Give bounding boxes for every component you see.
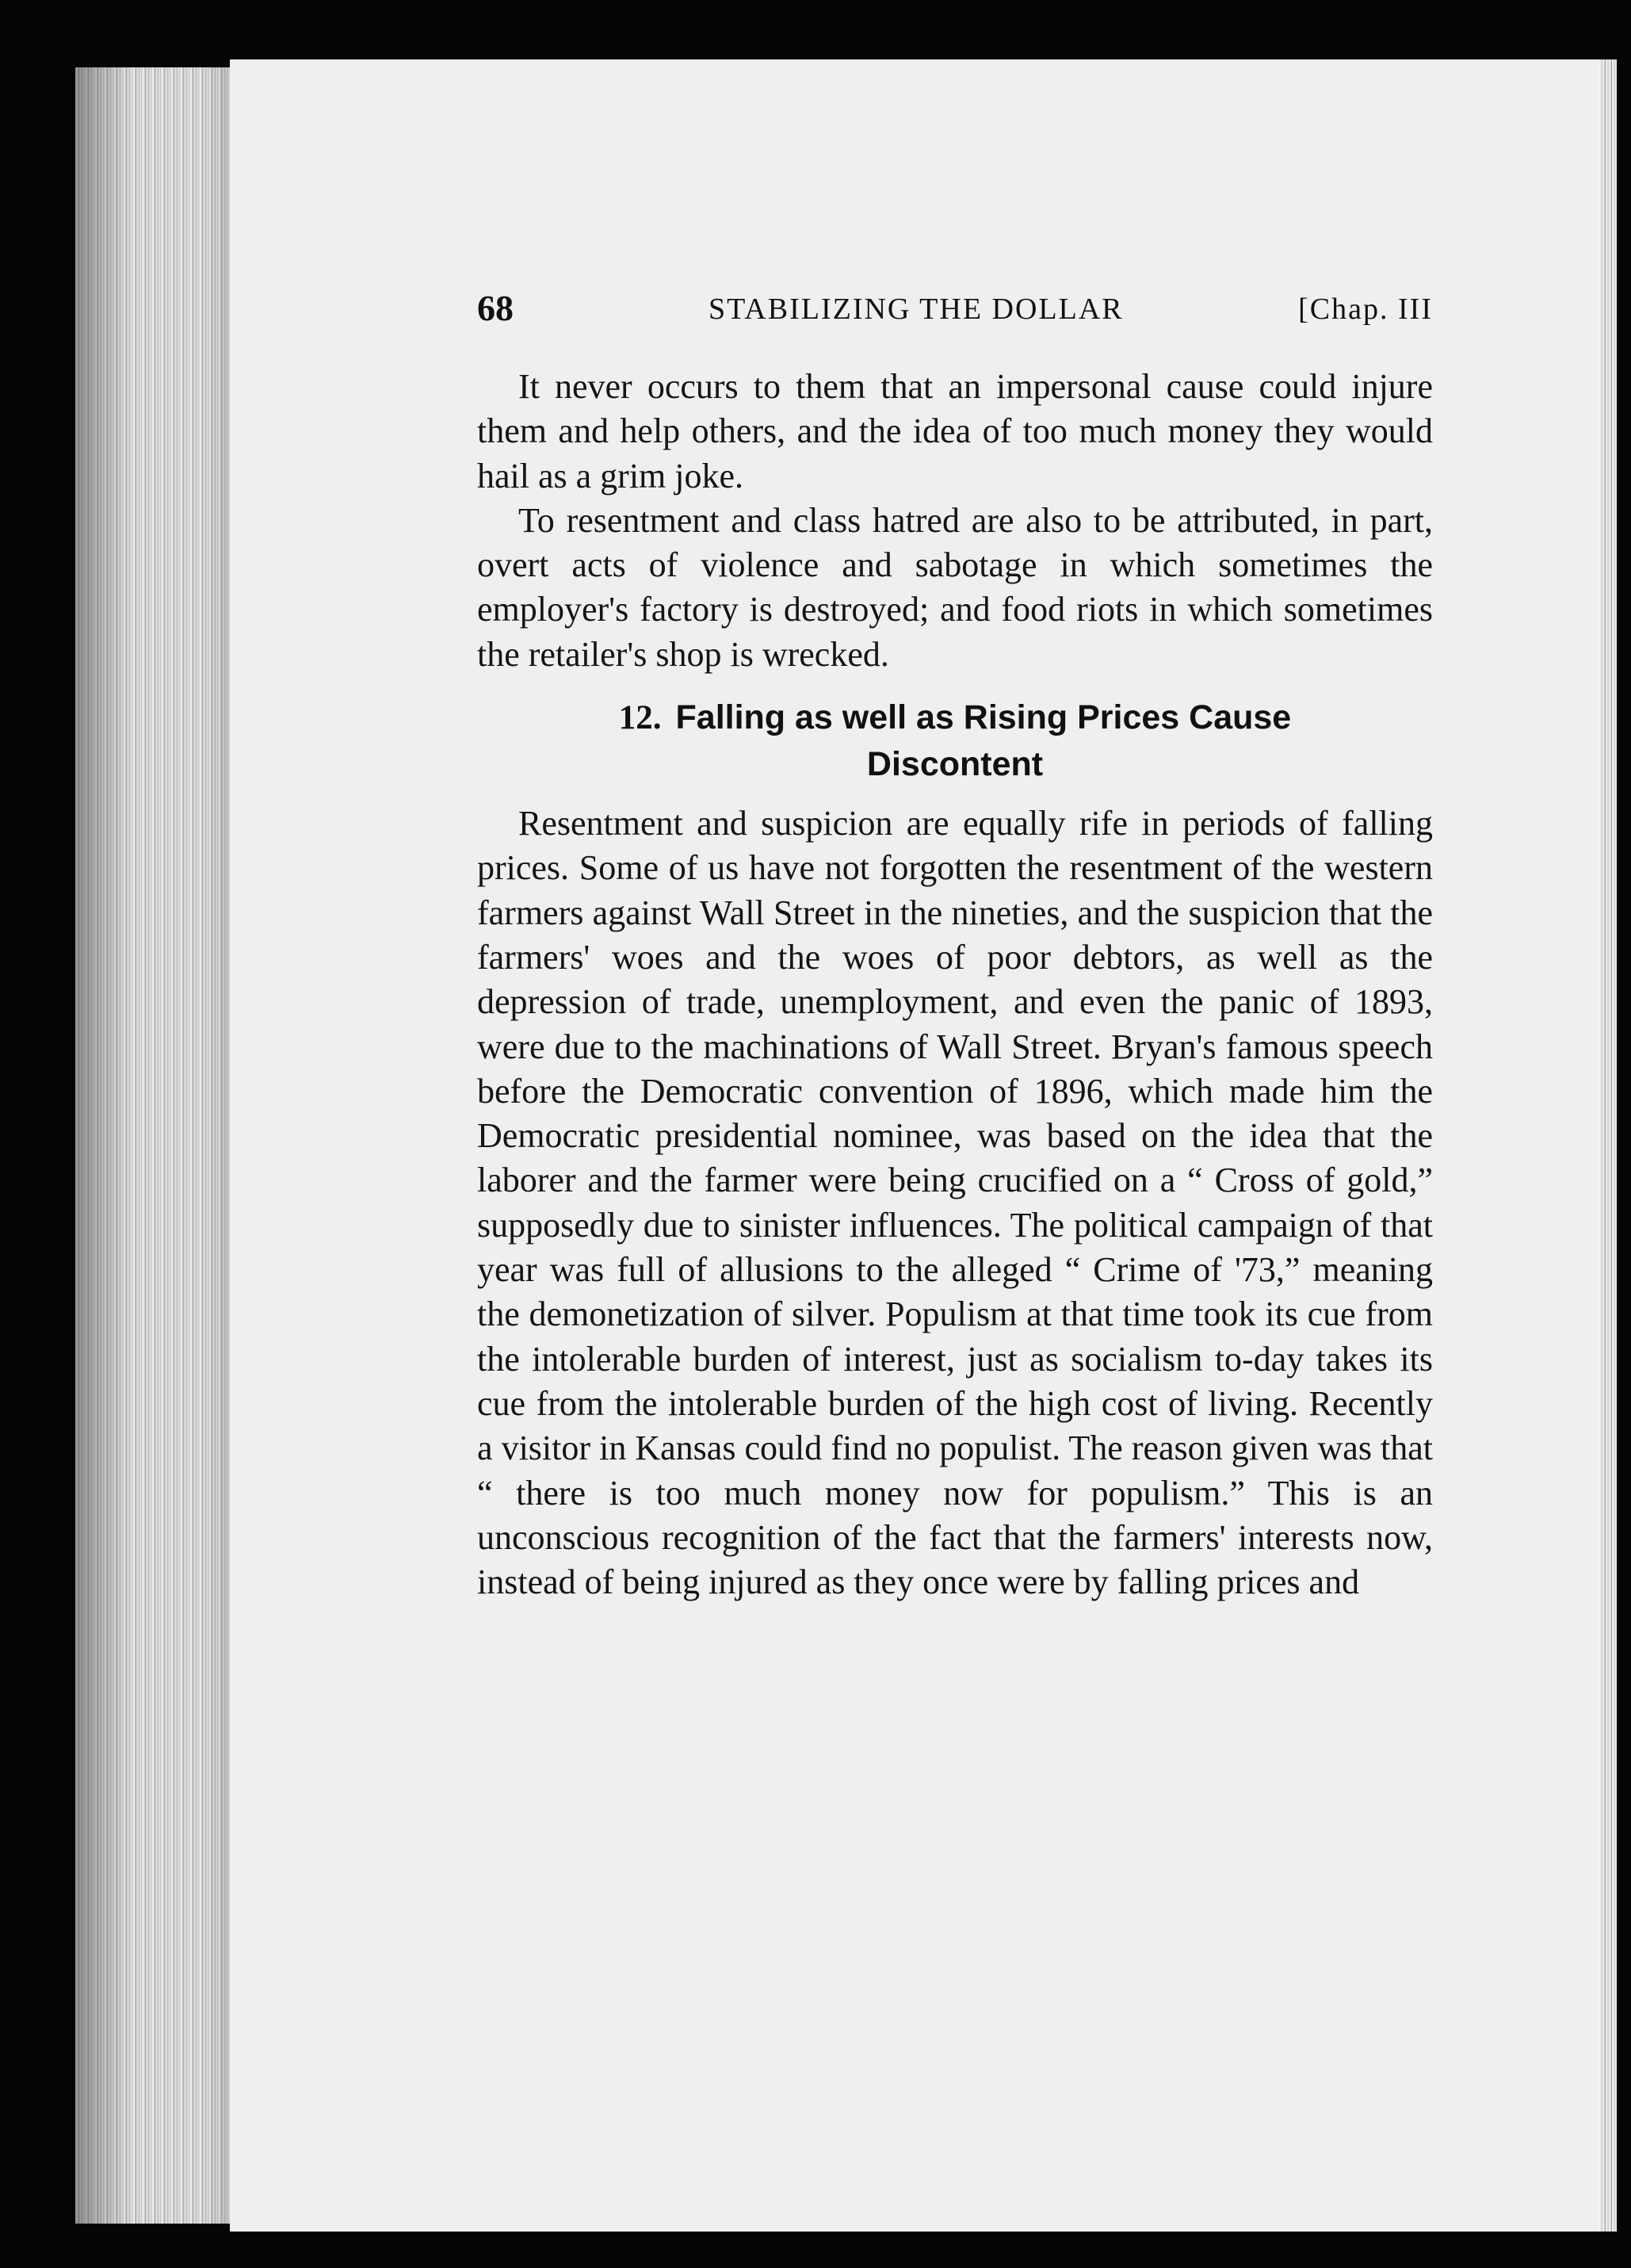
paragraph: It never occurs to them that an impersonal cause could injure them and help others, and the idea of too much money they would hail as a grim joke. (477, 367, 1433, 495)
page-edges (75, 67, 234, 2224)
chapter-label: [Chap. III (1298, 293, 1433, 326)
section-number: 12. (618, 699, 662, 737)
section-heading (477, 694, 1433, 787)
paragraph: To resentment and class hatred are also to be attributed, in part, overt acts of violence and sabotage in which sometimes the employer's factory is destroyed; and food riots in which sometimes the retailer's shop is wrecked. (477, 500, 1433, 674)
page-number: 68 (477, 288, 514, 328)
running-header (477, 287, 1433, 335)
paragraph: Resentment and suspicion are equally rife in periods of falling prices. Some of us have not forgotten the resentment of the western farmers against Wall Street in the nineties, and the suspicion that the farmers' woes and the woes of poor debtors, as well as the depression of trade, unemployment, and even the panic of 1893, were due to the machinations of Wall Street. Bryan's famous speech before the Democratic convention of 1896, which made him the Democratic presidential nominee, was based on the idea that the laborer and the farmer were being crucified on a “ Cross of gold,” supposedly due to sinister influences. The political campaign of that year was full of allusions to the alleged “ Crime of '73,” meaning the demonetization of silver. Populism at that time took its cue from the intolerable burden of interest, just as socialism to-day takes its cue from the intolerable burden of the high cost of living. Recently a visitor in Kansas could find no populist. The reason given was that “ there is too much money now for populism.” This is an unconscious recognition of the fact that the farmers' interests now, instead of being injured as they once were by falling prices and (477, 804, 1433, 1602)
page-right-edge (1599, 59, 1617, 2232)
running-title: STABILIZING THE DOLLAR (709, 293, 1124, 326)
section-title: Falling as well as Rising Prices Cause Discontent (675, 698, 1292, 784)
body-text (477, 365, 1433, 1604)
